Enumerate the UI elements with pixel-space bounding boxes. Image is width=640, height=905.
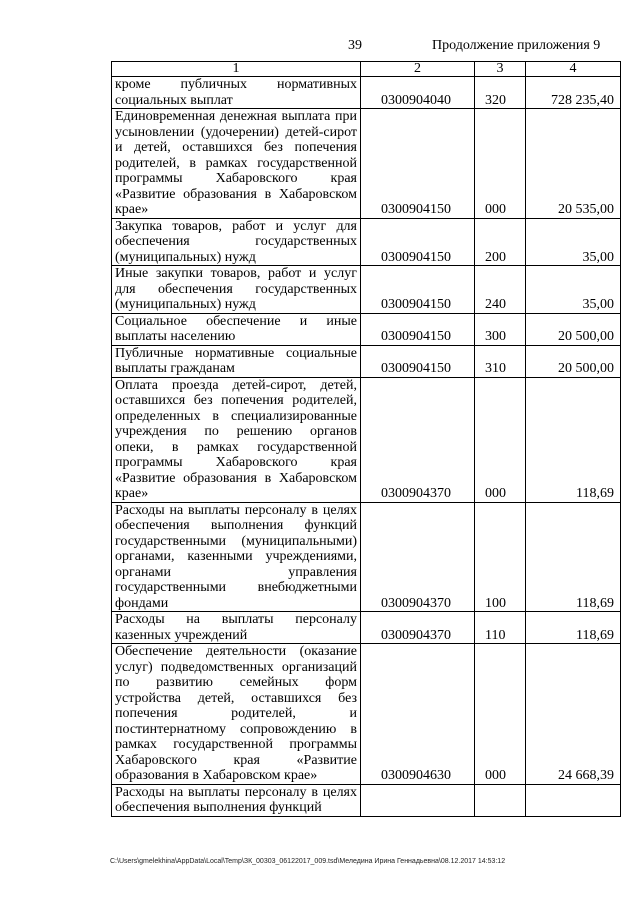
row-name-line: Оплата проезда детей-сирот, детей, [115,377,357,393]
continuation-label: Продолжение приложения 9 [432,38,601,53]
row-type-cell: 240 [475,266,526,314]
budget-table [111,61,621,817]
row-name-line: кроме публичных нормативных [115,77,357,92]
row-name-line: (муниципальных) нужд [115,297,256,312]
row-amount-cell [526,784,621,816]
row-name-cell [112,77,361,109]
row-name-cell [112,377,361,502]
row-name-line: Хабаровского края «Развитие [115,752,357,768]
row-type-cell: 000 [475,377,526,502]
table-row [112,644,621,785]
row-code-cell: 0300904630 [361,644,475,785]
row-name-line: органами управления [115,564,357,580]
row-name-line: оставшихся без попечения родителей, [115,393,357,408]
row-type-cell: 200 [475,218,526,266]
file-path-footer: C:\Users\gmelekhina\AppData\Local\Temp\ЗК_00303_06122017_009.tsd\Меледина Ирина Геннадьевна\08.12.2017 14:53:12 [110,858,506,865]
row-type-cell: 110 [475,612,526,644]
row-name-line: обеспечения государственных [115,234,357,249]
row-name-line: рамках государственной программы [115,737,357,752]
row-code-cell: 0300904040 [361,77,475,109]
row-name-line: Закупка товаров, работ и услуг для [115,218,357,234]
row-name-line: социальных выплат [115,92,233,108]
row-name-line: опеки, в рамках государственной [115,439,357,455]
row-amount-cell: 35,00 [526,218,621,266]
table-row [112,77,621,109]
row-name-line: Расходы на выплаты персоналу в целях [115,784,357,800]
table-row [112,502,621,612]
column-header: 3 [475,62,526,77]
table-row [112,313,621,345]
row-name-line: органами, казенными учреждениями, [115,549,357,564]
row-name-line: Расходы на выплаты персоналу [115,612,357,627]
row-name-cell [112,644,361,785]
row-type-cell: 100 [475,502,526,612]
row-name-line: по развитию семейных форм [115,675,357,690]
row-name-line: Социальное обеспечение и иные [115,313,357,329]
column-header: 4 [526,62,621,77]
row-type-cell: 300 [475,313,526,345]
row-type-cell: 310 [475,345,526,377]
row-name-line: фондами [115,595,169,611]
row-name-line: Единовременная денежная выплата при [115,109,357,124]
row-amount-cell: 118,69 [526,612,621,644]
row-name-line: «Развитие образования в Хабаровском [115,186,357,202]
row-name-cell [112,109,361,219]
row-name-line: и детей, оставшихся без попечения [115,140,357,155]
row-name-line: услуг) подведомственных организаций [115,659,357,675]
row-name-line: (муниципальных) нужд [115,249,256,265]
row-amount-cell: 24 668,39 [526,644,621,785]
table-row [112,218,621,266]
row-name-line: крае» [115,486,149,501]
table-row [112,784,621,816]
row-name-line: для обеспечения государственных [115,281,357,297]
row-name-line: обеспечения выполнения функций [115,518,357,533]
row-amount-cell: 20 500,00 [526,345,621,377]
row-name-cell [112,218,361,266]
row-name-line: определенных в специализированные [115,408,357,424]
row-type-cell: 000 [475,644,526,785]
row-code-cell: 0300904150 [361,345,475,377]
row-code-cell: 0300904150 [361,218,475,266]
row-code-cell: 0300904150 [361,109,475,219]
row-name-cell [112,313,361,345]
row-amount-cell: 118,69 [526,377,621,502]
table-row [112,266,621,314]
row-name-cell [112,612,361,644]
row-name-line: программы Хабаровского края [115,171,357,186]
row-code-cell: 0300904370 [361,502,475,612]
row-name-line: обеспечения выполнения функций [115,800,322,815]
table-row [112,109,621,219]
row-code-cell: 0300904370 [361,377,475,502]
row-name-line: родителей, в рамках государственной [115,155,357,171]
row-name-line: крае» [115,202,149,217]
table-header-row [112,62,621,77]
row-amount-cell: 35,00 [526,266,621,314]
row-amount-cell: 728 235,40 [526,77,621,109]
row-name-cell [112,784,361,816]
row-type-cell: 000 [475,109,526,219]
row-name-line: попечения родителей, и [115,706,357,721]
row-name-line: казенных учреждений [115,627,248,643]
row-name-line: «Развитие образования в Хабаровском [115,470,357,486]
row-amount-cell: 20 535,00 [526,109,621,219]
row-name-line: учреждения по решению органов [115,424,357,439]
row-name-line: государственными (муниципальными) [115,533,357,549]
row-code-cell: 0300904150 [361,266,475,314]
row-code-cell: 0300904150 [361,313,475,345]
page-number: 39 [348,38,362,53]
column-header: 1 [112,62,361,77]
row-code-cell [361,784,475,816]
row-name-line: Публичные нормативные социальные [115,345,357,361]
row-name-line: Обеспечение деятельности (оказание [115,644,357,659]
row-name-line: постинтернатному сопровождению в [115,721,357,737]
row-name-cell [112,266,361,314]
table-row [112,345,621,377]
row-code-cell: 0300904370 [361,612,475,644]
row-type-cell: 320 [475,77,526,109]
row-type-cell [475,784,526,816]
row-name-line: Расходы на выплаты персоналу в целях [115,502,357,518]
row-name-cell [112,502,361,612]
row-name-line: выплаты гражданам [115,361,235,376]
row-name-line: выплаты населению [115,329,236,344]
row-name-line: программы Хабаровского края [115,455,357,470]
row-name-cell [112,345,361,377]
row-name-line: государственными внебюджетными [115,580,357,595]
row-amount-cell: 20 500,00 [526,313,621,345]
table-row [112,612,621,644]
row-name-line: Иные закупки товаров, работ и услуг [115,266,357,281]
table-row [112,377,621,502]
row-name-line: усыновлении (удочерении) детей-сирот [115,124,357,140]
row-name-line: образования в Хабаровском крае» [115,768,318,783]
column-header: 2 [361,62,475,77]
row-amount-cell: 118,69 [526,502,621,612]
row-name-line: устройства детей, оставшихся без [115,690,357,706]
